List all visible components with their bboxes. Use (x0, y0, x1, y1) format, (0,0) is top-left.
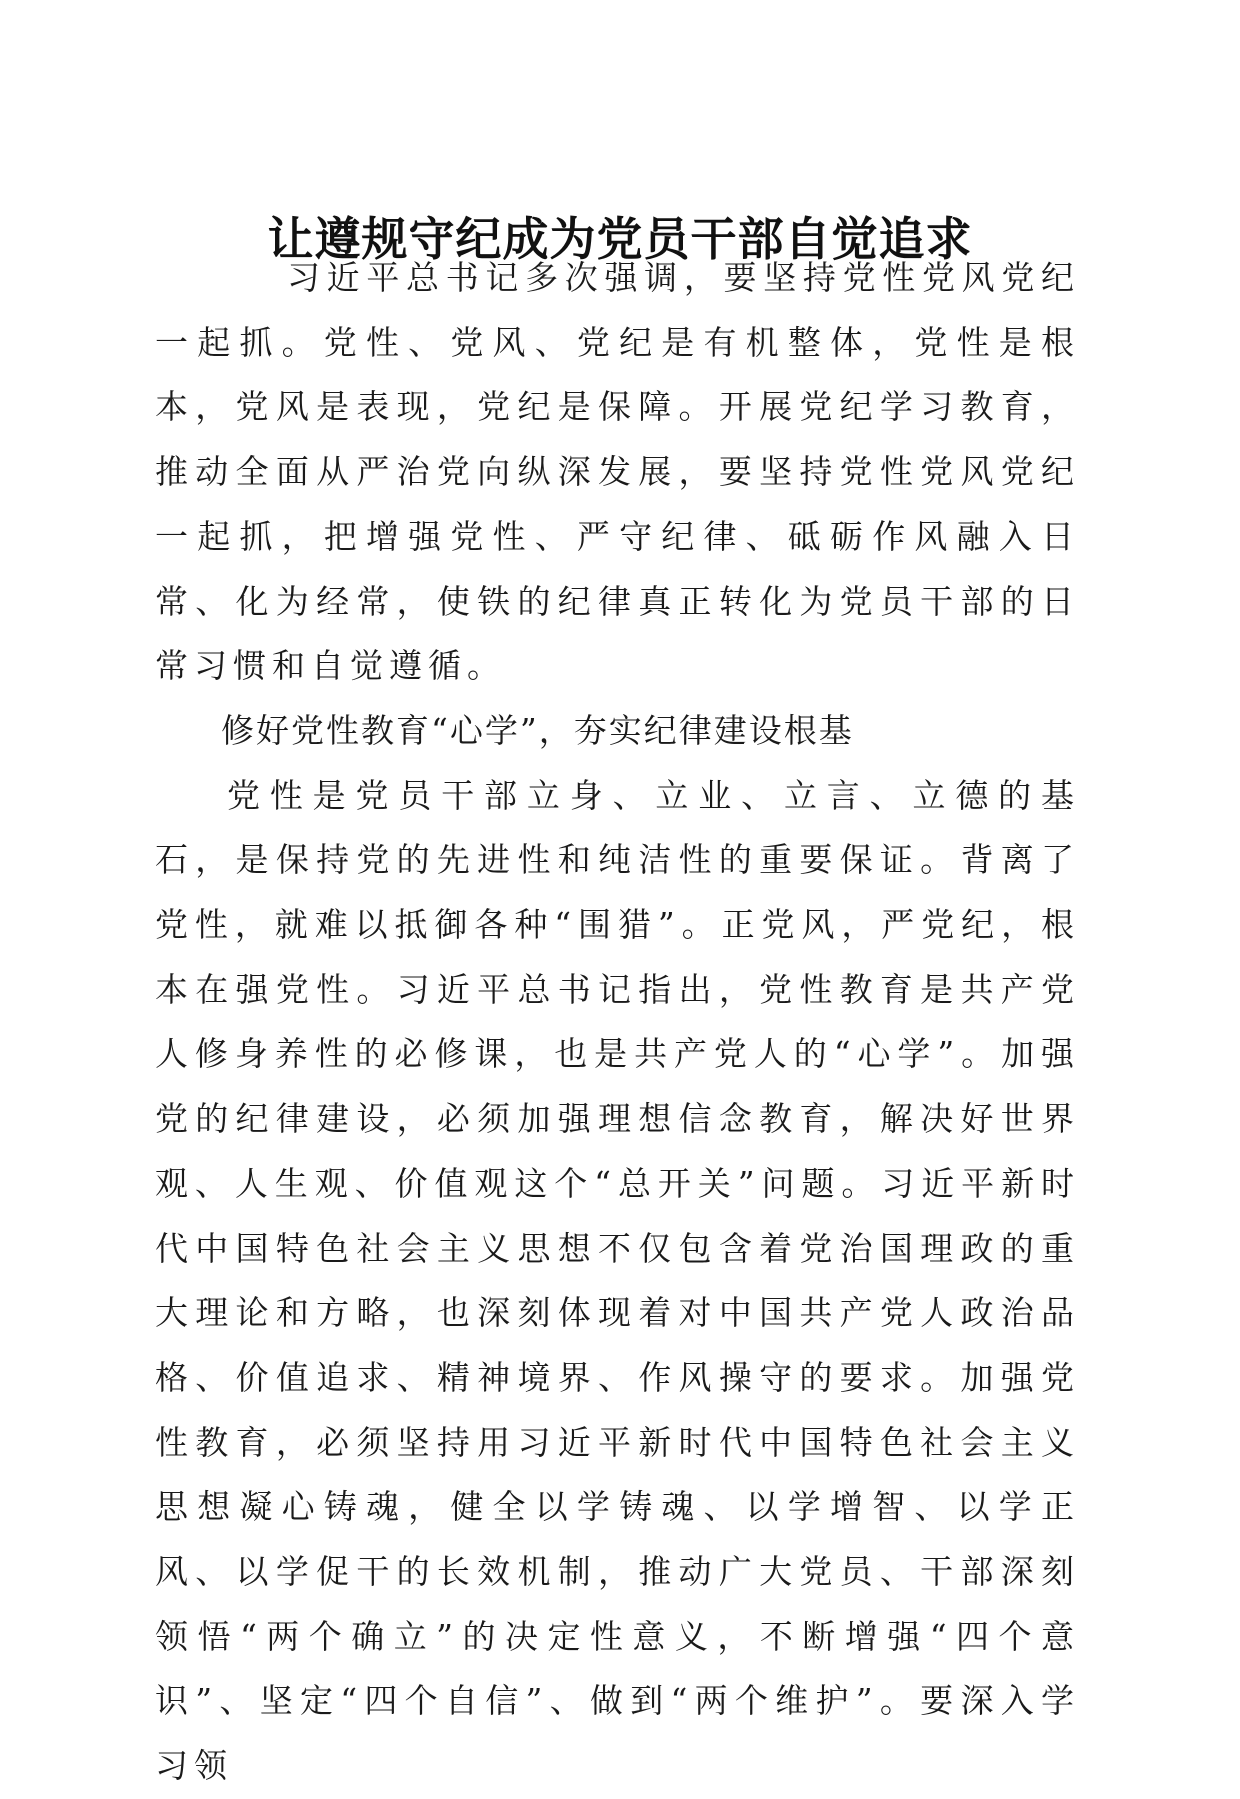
document-body (155, 246, 1080, 1799)
section-heading: 修好党性教育“心学”，夯实纪律建设根基 (221, 710, 854, 750)
document-title: 让遵规守纪成为党员干部自觉追求 (267, 211, 973, 266)
paragraph-intro: 习近平总书记多次强调，要坚持党性党风党纪一起抓。党性、党风、党纪是有机整体，党性是根本，党风是表现，党纪是保障。开展党纪学习教育，推动全面从严治党向纵深发展，要坚持党性党风党纪一起抓，把增强党性、严守纪律、砥砺作风融入日常、化为经常，使铁的纪律真正转化为党员干部的日常习惯和自觉遵循。 (155, 258, 1080, 686)
paragraph-party-spirit: 党性是党员干部立身、立业、立言、立德的基石，是保持党的先进性和纯洁性的重要保证。背离了党性，就难以抵御各种“围猎”。正党风，严党纪，根本在强党性。习近平总书记指出，党性教育是共产党人修身养性的必修课，也是共产党人的“心学”。加强党的纪律建设，必须加强理想信念教育，解决好世界观、人生观、价值观这个“总开关”问题。习近平新时代中国特色社会主义思想不仅包含着党治国理政的重大理论和方略，也深刻体现着对中国共产党人政治品格、价值追求、精神境界、作风操守的要求。加强党性教育，必须坚持用习近平新时代中国特色社会主义思想凝心铸魂，健全以学铸魂、以学增智、以学正风、以学促干的长效机制，推动广大党员、干部深刻领悟“两个确立”的决定性意义，不断增强“四个意识”、坚定“四个自信”、做到“两个维护”。要深入学习领 (155, 775, 1080, 1786)
